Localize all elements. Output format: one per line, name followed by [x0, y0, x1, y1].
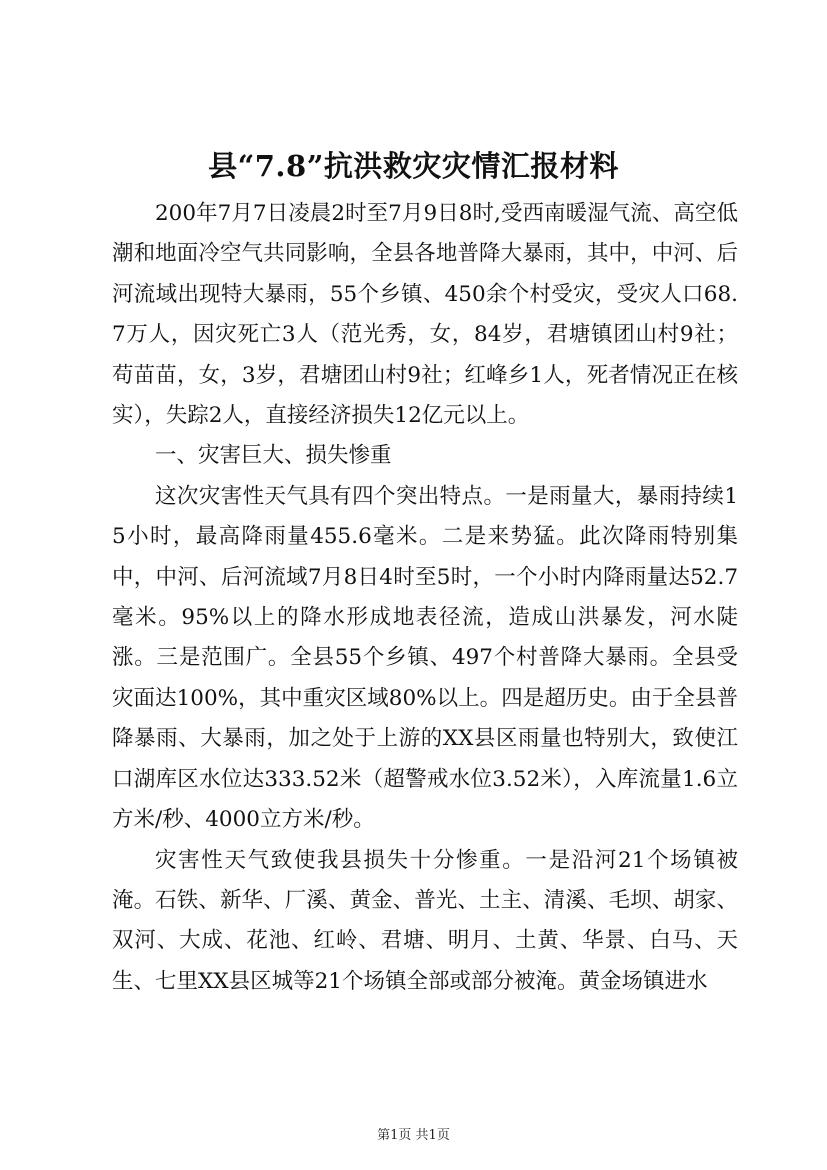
paragraph-losses: 灾害性天气致使我县损失十分惨重。一是沿河21个场镇被淹。石铁、新华、厂溪、黄金、普光、土主、清溪、毛坝、胡家、双河、大成、花池、红岭、君塘、明月、土黄、华景、白马、天生、七里XX县区城等21个场镇全部或部分被淹。黄金场镇进水 — [112, 847, 738, 994]
paragraph-intro: 200年7月7日凌晨2时至7月9日8时,受西南暖湿气流、高空低潮和地面冷空气共同影响，全县各地普降大暴雨，其中，中河、后河流域出现特大暴雨，55个乡镇、450余个村受灾，受灾人口68.7万人，因灾死亡3人（范光秀，女，84岁，君塘镇团山村9社；苟苗苗，女，3岁，君塘团山村9社；红峰乡1人，死者情况正在核实），失踪2人，直接经济损失12亿元以上。 — [112, 201, 738, 429]
page-footer: 第1页 共1页 — [377, 1128, 450, 1143]
section-heading: 一、灾害巨大、损失惨重 — [155, 443, 392, 469]
document-title: 县“7.8”抗洪救灾灾情汇报材料 — [208, 149, 619, 183]
document-body — [112, 194, 738, 1002]
paragraph-features: 这次灾害性天气具有四个突出特点。一是雨量大，暴雨持续15小时，最高降雨量455.6毫米。二是来势猛。此次降雨特别集中，中河、后河流域7月8日4时至5时，一个小时内降雨量达52.7毫米。95%以上的降水形成地表径流，造成山洪暴发，河水陡涨。三是范围广。全县55个乡镇、497个村普降大暴雨。全县受灾面达100%，其中重灾区域80%以上。四是超历史。由于全县普降暴雨、大暴雨，加之处于上游的XX县区雨量也特别大，致使江口湖库区水位达333.52米（超警戒水位3.52米），入库流量1.6立方米/秒、4000立方米/秒。 — [112, 483, 738, 833]
